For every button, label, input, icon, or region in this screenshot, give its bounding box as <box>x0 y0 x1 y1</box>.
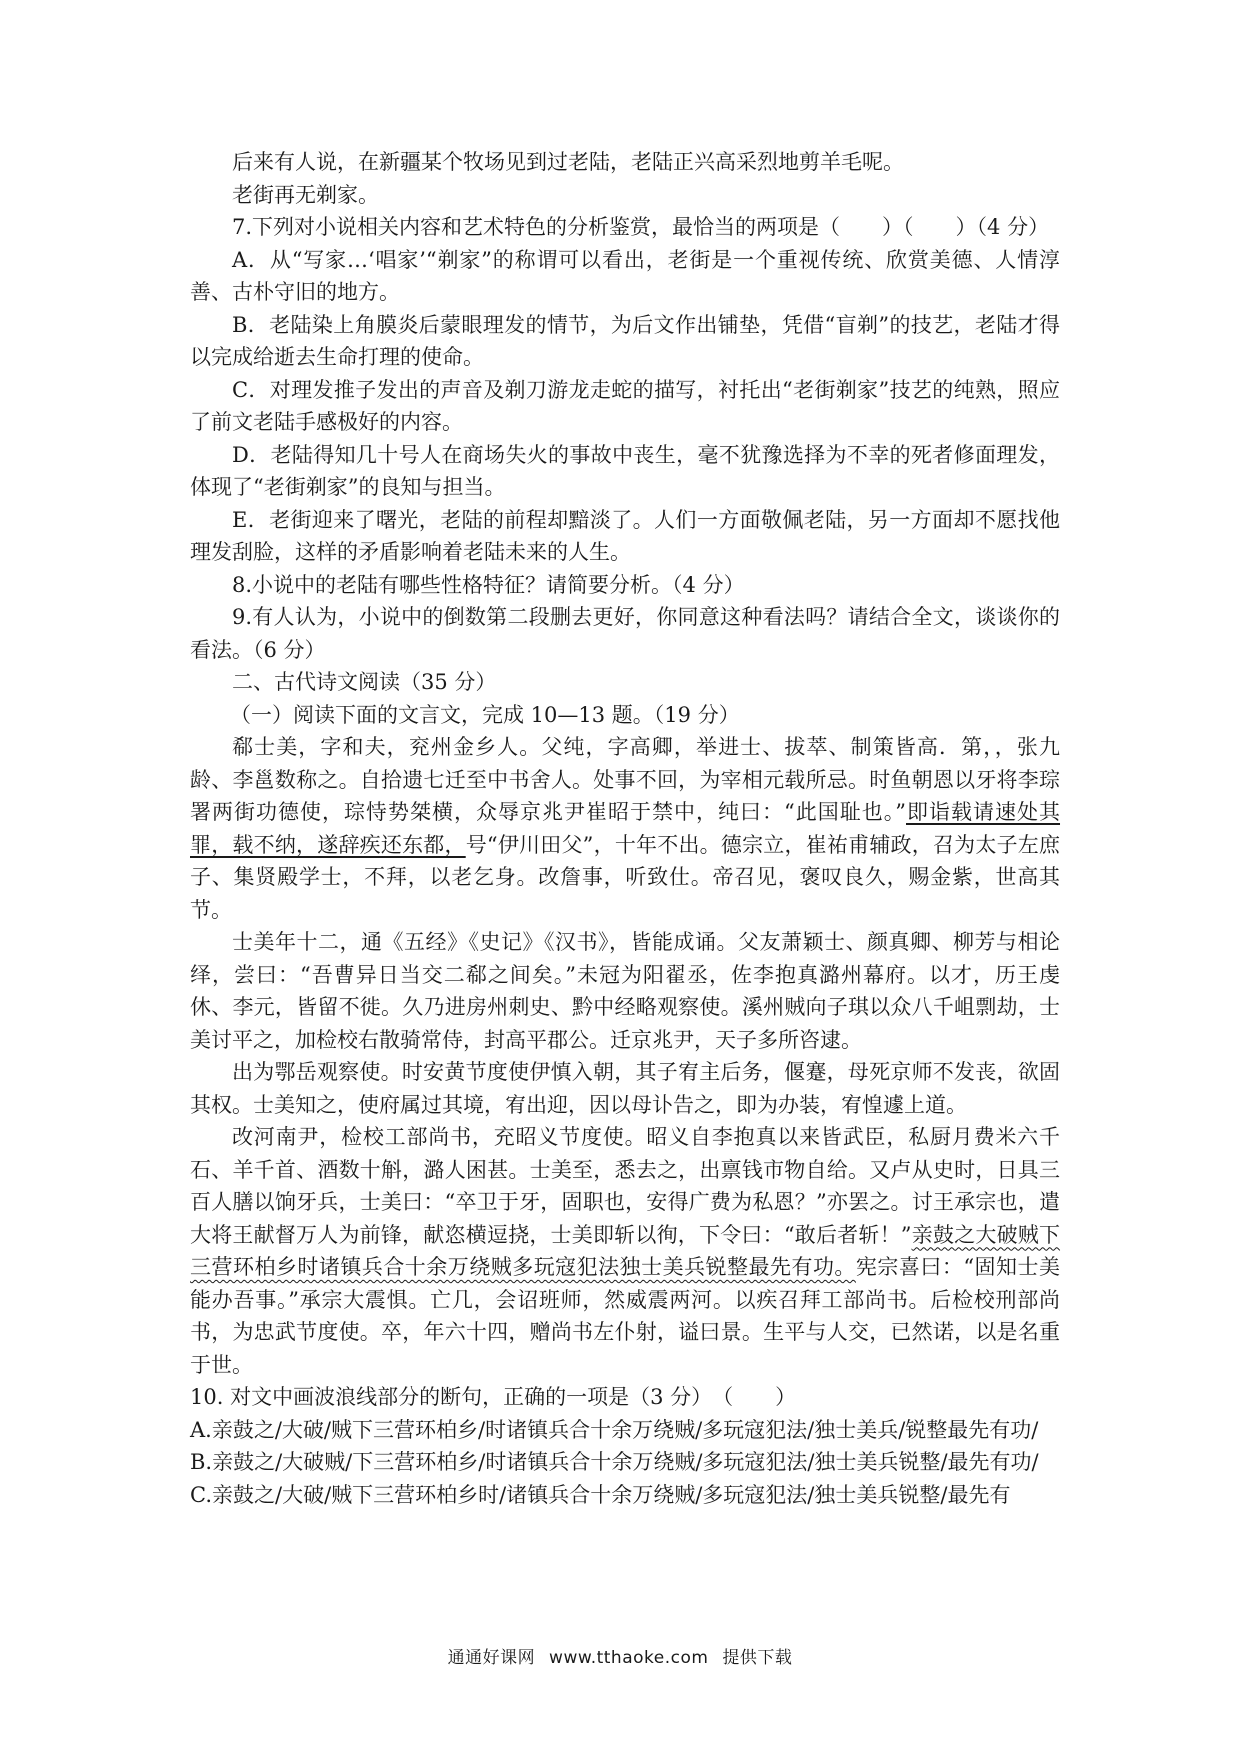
classical-paragraph-2: 士美年十二，通《五经》《史记》《汉书》，皆能成诵。父友萧颖士、颜真卿、柳芳与相论绎，尝曰：“吾曹异日当交二郗之间矣。”未冠为阳翟丞，佐李抱真潞州幕府。以才，历王虔休、李元，皆留不徙。久乃进房州刺史、黔中经略观察使。溪州贼向子琪以众八千岨剽劫，士美讨平之，加检校右散骑常侍，封高平郡公。迁京兆尹，天子多所咨逮。 <box>190 930 1060 1052</box>
question-7-option-c: C．对理发推子发出的声音及剃刀游龙走蛇的描写，衬托出“老街剃家”技艺的纯熟，照应了前文老陆手感极好的内容。 <box>190 377 1060 434</box>
question-7-stem: 7.下列对小说相关内容和艺术特色的分析鉴赏，最恰当的两项是（ ）（ ）（4 分） <box>232 215 1050 239</box>
question-10-option-c: C.亲鼓之/大破/贼下三营环柏乡时/诸镇兵合十余万绕贼/多玩寇犯法/独士美兵锐整/最先有 <box>190 1482 1011 1507</box>
classical-paragraph-4 <box>190 1121 1060 1381</box>
story-paragraph: 老街再无剃家。 <box>232 182 379 207</box>
classical-text: 改河南尹，检校工部尚书，充昭义节度使。昭义自李抱真以来皆武臣，私厨月费米六千石、羊千首、酒数十斛，潞人困甚。士美至，悉去之，出禀钱市物自给。又卢从史时，日具三百人膳以饷牙兵，士美曰：“卒卫于牙，固职也，安得广费为私恩？”亦罢之。讨王承宗也，遣大将王献督万人为前锋，献恣横逗挠，士美即斩以徇，下令曰：“敢后者斩！” <box>190 1125 1060 1247</box>
question-7-option-e: E．老街迎来了曙光，老陆的前程却黯淡了。人们一方面敬佩老陆，另一方面却不愿找他理发刮脸，这样的矛盾影响着老陆未来的人生。 <box>190 507 1060 564</box>
question-10-option-a: A.亲鼓之/大破/贼下三营环柏乡/时诸镇兵合十余万绕贼/多玩寇犯法/独士美兵/锐整最先有功/ <box>190 1417 1039 1442</box>
question-8: 8.小说中的老陆有哪些性格特征？请简要分析。（4 分） <box>232 572 745 597</box>
question-7-option-b: B．老陆染上角膜炎后蒙眼理发的情节，为后文作出铺垫，凭借“盲剃”的技艺，老陆才得以完成给逝去生命打理的使命。 <box>190 312 1060 369</box>
question-10-stem: 10. 对文中画波浪线部分的断句，正确的一项是（3 分） （ ） <box>190 1385 797 1409</box>
question-9: 9.有人认为，小说中的倒数第二段删去更好，你同意这种看法吗？请结合全文，谈谈你的看法。（6 分） <box>190 605 1060 662</box>
section-heading: 二、古代诗文阅读（35 分） <box>232 670 497 694</box>
footer-url: www.tthaoke.com <box>549 1648 709 1668</box>
classical-text: 宪宗喜曰：“固知士美能办吾事。”承宗大震惧。亡几，会诏班师，然威震两河。以疾召拜工部尚书。后检校刑部尚书，为忠武节度使。卒，年六十四，赠尚书左仆射，谥曰景。生平与人交，已然诺，以是名重于世。 <box>190 1255 1060 1377</box>
wavy-underlined-passage: 亲鼓之大破贼下三营环柏乡时诸镇兵合十余万绕贼多玩寇犯法独士美兵锐整最先有功。 <box>190 1222 1061 1279</box>
classical-paragraph-1 <box>190 731 1060 926</box>
question-7-option-a: A．从“写家…‘唱家’“剃家”的称谓可以看出，老街是一个重视传统、欣赏美德、人情淳善、古朴守旧的地方。 <box>190 247 1060 304</box>
document-page <box>190 146 1060 1511</box>
footer-note: 提供下载 <box>722 1648 793 1668</box>
subsection-heading: （一）阅读下面的文言文，完成 10—13 题。（19 分） <box>230 702 740 727</box>
footer-site-name: 通通好课网 <box>447 1648 536 1668</box>
question-10-option-b: B.亲鼓之/大破贼/下三营环柏乡/时诸镇兵合十余万绕贼/多玩寇犯法/独士美兵锐整/最先有功/ <box>190 1450 1039 1474</box>
classical-text: 号“伊川田父”，十年不出。德宗立，崔祐甫辅政，召为太子左庶子、集贤殿学士，不拜，以老乞身。改詹事，听致仕。帝召见，褒叹良久，赐金紫，世高其节。 <box>190 832 1060 922</box>
page-footer <box>0 1643 1240 1668</box>
question-7-option-d: D．老陆得知几十号人在商场失火的事故中丧生，毫不犹豫选择为不幸的死者修面理发，体现了“老街剃家”的良知与担当。 <box>190 442 1060 499</box>
classical-text: 郗士美，字和夫，兖州金乡人。父纯，字高卿，举进士、拔萃、制策皆高．第，，张九龄、李邕数称之。自拾遗七迁至中书舍人。处事不回，为宰相元载所忌。时鱼朝恩以牙将李琮署两街功德使，琮恃势桀横，众辱京兆尹崔昭于禁中，纯曰：“此国耻也。” <box>190 735 1060 824</box>
underlined-sentence: 即诣载请速处其罪，载不纳，遂辞疾还东都， <box>190 800 1061 857</box>
classical-paragraph-3: 出为鄂岳观察使。时安黄节度使伊慎入朝，其子宥主后务，偃蹇，母死京师不发丧，欲固其权。士美知之，使府属过其境，宥出迎，因以母讣告之，即为办装，宥惶遽上道。 <box>190 1060 1060 1117</box>
story-paragraph: 后来有人说，在新疆某个牧场见到过老陆，老陆正兴高采烈地剪羊毛呢。 <box>232 150 904 174</box>
